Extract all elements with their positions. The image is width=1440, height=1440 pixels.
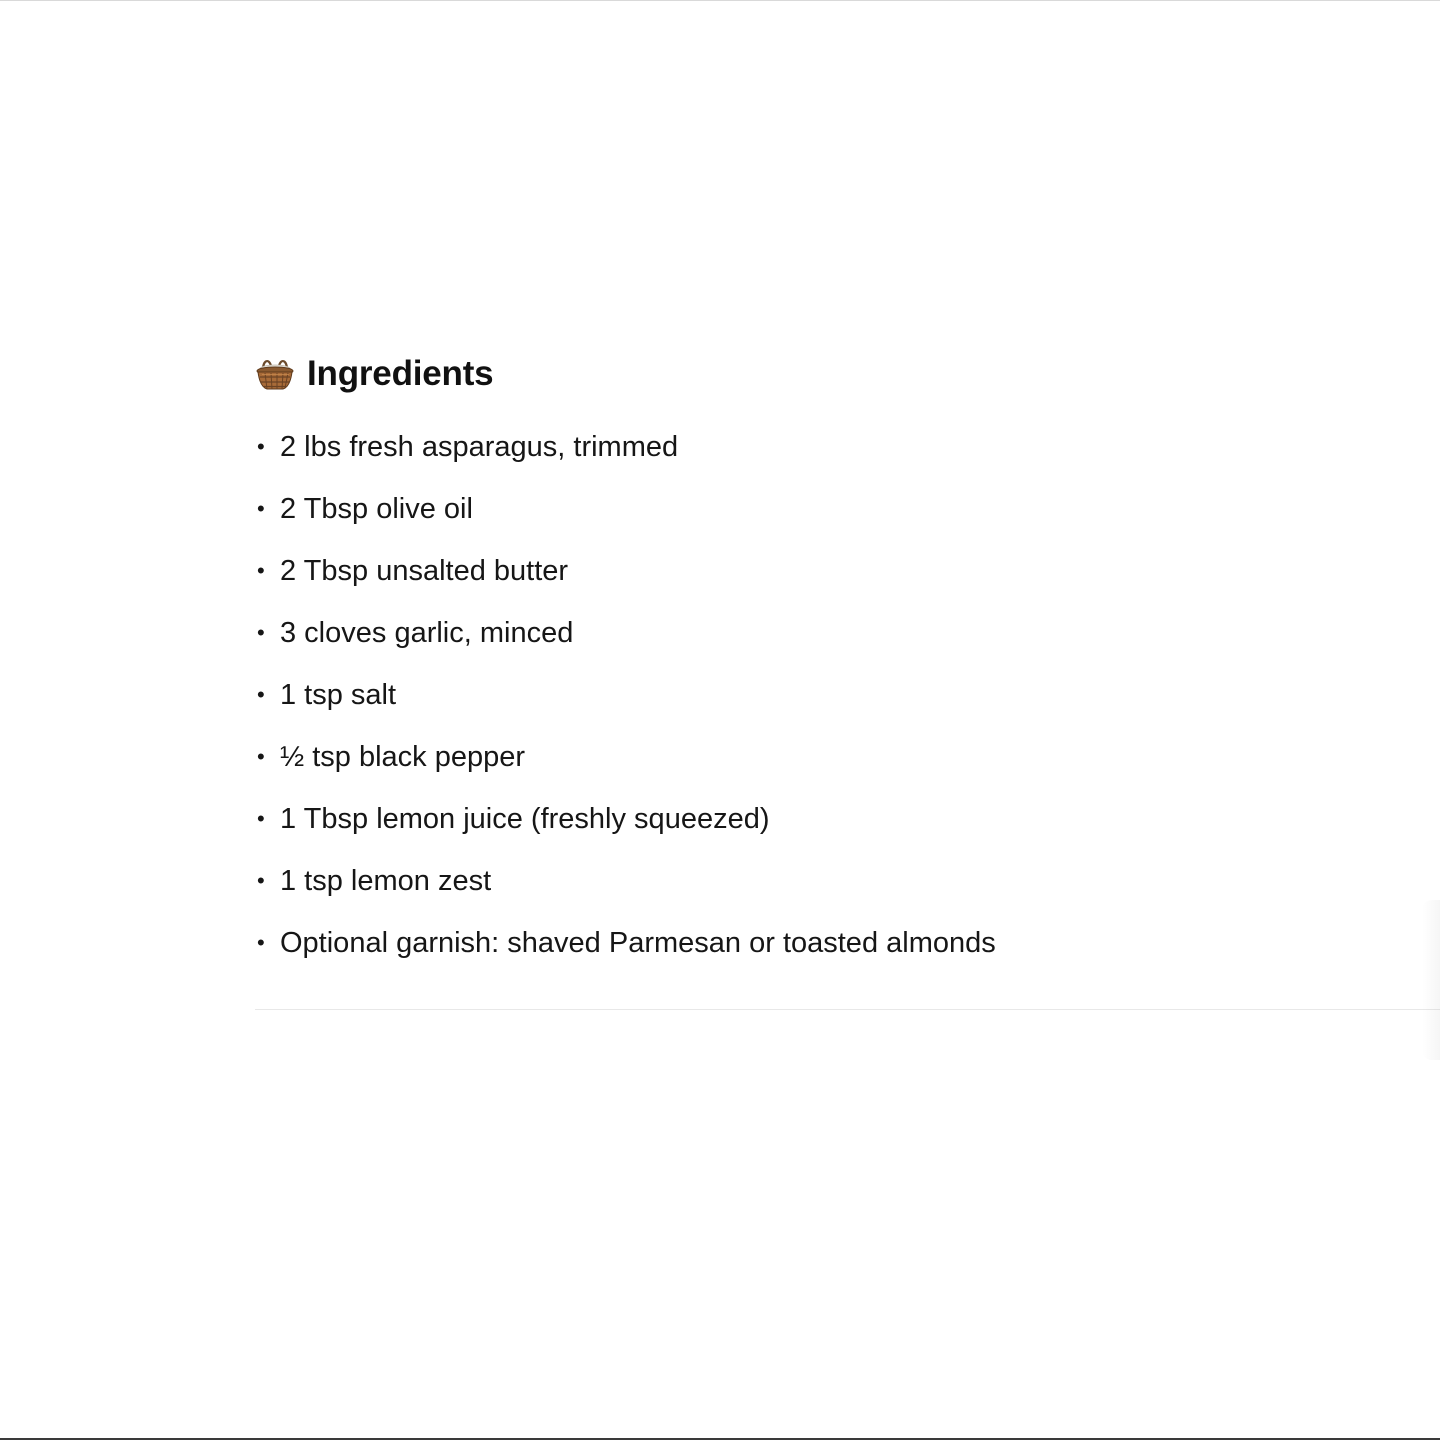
bullet: • [257, 496, 265, 521]
ingredients-heading [255, 352, 493, 396]
bullet: • [257, 620, 265, 645]
bullet: • [257, 558, 265, 583]
basket-icon [255, 356, 295, 392]
ingredient-text: 3 cloves garlic, minced [280, 617, 574, 649]
edge-shadow [1422, 900, 1440, 1060]
ingredient-text: 2 Tbsp olive oil [280, 493, 473, 525]
list-item [255, 664, 996, 726]
bullet: • [257, 434, 265, 459]
ingredient-text: Optional garnish: shaved Parmesan or toasted almonds [280, 927, 996, 959]
list-item [255, 726, 996, 788]
bullet: • [257, 930, 265, 955]
top-border [0, 0, 1440, 1]
bullet: • [257, 806, 265, 831]
heading-title: Ingredients [307, 354, 494, 393]
ingredient-text: 1 tsp lemon zest [280, 865, 492, 897]
list-item [255, 416, 996, 478]
ingredient-list [255, 416, 996, 974]
ingredient-text: ½ tsp black pepper [280, 741, 526, 773]
list-item [255, 850, 996, 912]
ingredient-text: 1 tsp salt [280, 679, 397, 711]
bullet: • [257, 868, 265, 893]
list-item [255, 478, 996, 540]
bullet: • [257, 682, 265, 707]
list-item [255, 540, 996, 602]
list-item [255, 788, 996, 850]
ingredient-text: 2 lbs fresh asparagus, trimmed [280, 431, 679, 463]
ingredient-text: 1 Tbsp lemon juice (freshly squeezed) [280, 803, 770, 835]
list-item [255, 602, 996, 664]
list-item [255, 912, 996, 974]
section-divider [255, 1009, 1440, 1010]
ingredient-text: 2 Tbsp unsalted butter [280, 555, 569, 587]
bullet: • [257, 744, 265, 769]
